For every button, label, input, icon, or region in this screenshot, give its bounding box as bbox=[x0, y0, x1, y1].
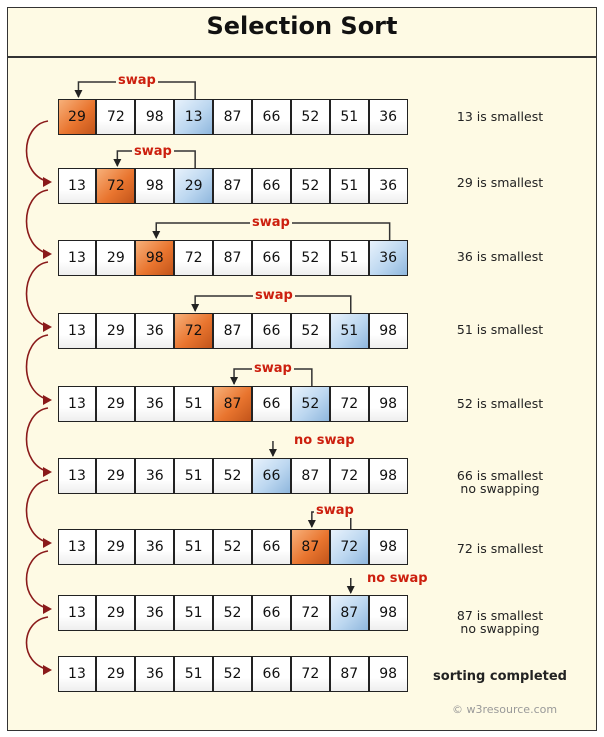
array-cell: 13 bbox=[174, 99, 213, 135]
swap-label: swap bbox=[255, 288, 293, 303]
array-cell: 52 bbox=[213, 595, 252, 631]
flow-arrowhead bbox=[43, 467, 52, 477]
array-cell: 36 bbox=[135, 529, 174, 565]
flow-arrow bbox=[27, 121, 51, 182]
array-cell: 52 bbox=[291, 99, 330, 135]
array-cell: 66 bbox=[252, 656, 291, 692]
array-cell: 52 bbox=[213, 656, 252, 692]
step-note-line: no swapping bbox=[460, 481, 540, 496]
swap-label: swap bbox=[252, 215, 290, 230]
swap-arrowhead bbox=[74, 90, 82, 98]
array-cell: 13 bbox=[58, 168, 97, 204]
swap-arrowhead bbox=[191, 304, 199, 312]
array-cell: 36 bbox=[135, 313, 174, 349]
array-cell: 36 bbox=[369, 99, 408, 135]
array-cell: 36 bbox=[135, 595, 174, 631]
step-note-line: 29 is smallest bbox=[456, 175, 544, 190]
swap-label: swap bbox=[134, 144, 172, 159]
array-cell: 98 bbox=[369, 595, 408, 631]
array-cell: 72 bbox=[330, 458, 369, 494]
array-cell: 66 bbox=[252, 99, 291, 135]
array-cell: 51 bbox=[330, 313, 369, 349]
array-cell: 66 bbox=[252, 313, 291, 349]
diagram-title: Selection Sort bbox=[206, 12, 398, 40]
array-cell: 52 bbox=[213, 529, 252, 565]
array-cell: 72 bbox=[330, 386, 369, 422]
flow-arrowhead bbox=[43, 665, 52, 675]
no-swap-arrowhead bbox=[347, 586, 355, 594]
array-cell: 98 bbox=[135, 240, 174, 276]
array-cell: 98 bbox=[369, 386, 408, 422]
array-cell: 87 bbox=[213, 386, 252, 422]
array-cell: 66 bbox=[252, 386, 291, 422]
array-cell: 51 bbox=[174, 656, 213, 692]
array-cell: 98 bbox=[369, 656, 408, 692]
array-cell: 13 bbox=[58, 240, 97, 276]
array-cell: 51 bbox=[330, 99, 369, 135]
array-cell: 72 bbox=[330, 529, 369, 565]
array-cell: 87 bbox=[213, 168, 252, 204]
array-cell: 52 bbox=[291, 313, 330, 349]
swap-arrowhead bbox=[113, 159, 121, 167]
array-cell: 29 bbox=[96, 386, 135, 422]
array-cell: 66 bbox=[252, 240, 291, 276]
array-cell: 72 bbox=[174, 313, 213, 349]
array-cell: 51 bbox=[174, 529, 213, 565]
array-cell: 52 bbox=[291, 240, 330, 276]
swap-arrowhead bbox=[152, 231, 160, 239]
step-note-line: 51 is smallest bbox=[456, 322, 544, 337]
array-cell: 72 bbox=[291, 656, 330, 692]
array-cell: 87 bbox=[291, 458, 330, 494]
swap-label: swap bbox=[118, 73, 156, 88]
array-cell: 66 bbox=[252, 458, 291, 494]
step-note-line: 13 is smallest bbox=[456, 109, 544, 124]
array-cell: 72 bbox=[291, 595, 330, 631]
array-cell: 72 bbox=[96, 99, 135, 135]
array-cell: 66 bbox=[252, 168, 291, 204]
array-cell: 36 bbox=[135, 458, 174, 494]
array-cell: 51 bbox=[174, 595, 213, 631]
flow-arrowhead bbox=[43, 177, 52, 187]
array-cell: 66 bbox=[252, 595, 291, 631]
array-cell: 51 bbox=[174, 458, 213, 494]
flow-arrow bbox=[27, 262, 51, 327]
array-cell: 98 bbox=[369, 458, 408, 494]
array-cell: 29 bbox=[174, 168, 213, 204]
array-cell: 13 bbox=[58, 656, 97, 692]
array-cell: 13 bbox=[58, 529, 97, 565]
array-cell: 29 bbox=[96, 240, 135, 276]
flow-arrow bbox=[27, 408, 51, 472]
array-cell: 13 bbox=[58, 386, 97, 422]
array-cell: 72 bbox=[174, 240, 213, 276]
array-cell: 51 bbox=[330, 168, 369, 204]
array-cell: 13 bbox=[58, 595, 97, 631]
no-swap-label: no swap bbox=[294, 433, 355, 448]
flow-arrow bbox=[27, 551, 51, 609]
step-note-line: 52 is smallest bbox=[456, 396, 544, 411]
swap-arrowhead bbox=[230, 377, 238, 385]
array-cell: 98 bbox=[135, 99, 174, 135]
array-cell: 36 bbox=[369, 240, 408, 276]
flow-arrow bbox=[27, 480, 51, 543]
array-cell: 87 bbox=[213, 313, 252, 349]
array-cell: 87 bbox=[213, 240, 252, 276]
array-cell: 87 bbox=[291, 529, 330, 565]
array-cell: 51 bbox=[330, 240, 369, 276]
array-cell: 52 bbox=[213, 458, 252, 494]
no-swap-arrowhead bbox=[269, 449, 277, 457]
array-cell: 13 bbox=[58, 313, 97, 349]
swap-arrowhead bbox=[308, 520, 316, 528]
array-cell: 98 bbox=[135, 168, 174, 204]
flow-arrowhead bbox=[43, 538, 52, 548]
array-cell: 29 bbox=[96, 656, 135, 692]
flow-arrowhead bbox=[43, 395, 52, 405]
step-note-line: 36 is smallest bbox=[456, 249, 544, 264]
array-cell: 29 bbox=[58, 99, 97, 135]
array-cell: 87 bbox=[330, 595, 369, 631]
array-cell: 66 bbox=[252, 529, 291, 565]
swap-label: swap bbox=[254, 361, 292, 376]
step-note-line: 72 is smallest bbox=[456, 541, 544, 556]
array-cell: 36 bbox=[369, 168, 408, 204]
array-cell: 36 bbox=[135, 386, 174, 422]
swap-label: swap bbox=[316, 503, 354, 518]
credit-text: © w3resource.com bbox=[452, 703, 558, 716]
flow-arrowhead bbox=[43, 322, 52, 332]
array-cell: 29 bbox=[96, 529, 135, 565]
flow-arrowhead bbox=[43, 604, 52, 614]
array-cell: 98 bbox=[369, 313, 408, 349]
array-cell: 98 bbox=[369, 529, 408, 565]
array-cell: 87 bbox=[213, 99, 252, 135]
array-cell: 52 bbox=[291, 168, 330, 204]
step-note-line: 87 is smallest bbox=[456, 608, 544, 623]
flow-arrow bbox=[27, 617, 51, 670]
array-cell: 13 bbox=[58, 458, 97, 494]
no-swap-label: no swap bbox=[367, 571, 428, 586]
array-cell: 29 bbox=[96, 458, 135, 494]
array-cell: 51 bbox=[174, 386, 213, 422]
array-cell: 72 bbox=[96, 168, 135, 204]
step-note-line: sorting completed bbox=[433, 669, 567, 684]
step-note-line: no swapping bbox=[460, 621, 540, 636]
flow-arrow bbox=[27, 190, 51, 254]
array-cell: 29 bbox=[96, 595, 135, 631]
array-cell: 87 bbox=[330, 656, 369, 692]
array-cell: 36 bbox=[135, 656, 174, 692]
array-cell: 29 bbox=[96, 313, 135, 349]
step-note-line: 66 is smallest bbox=[456, 468, 544, 483]
flow-arrowhead bbox=[43, 249, 52, 259]
array-cell: 52 bbox=[291, 386, 330, 422]
flow-arrow bbox=[27, 335, 51, 400]
